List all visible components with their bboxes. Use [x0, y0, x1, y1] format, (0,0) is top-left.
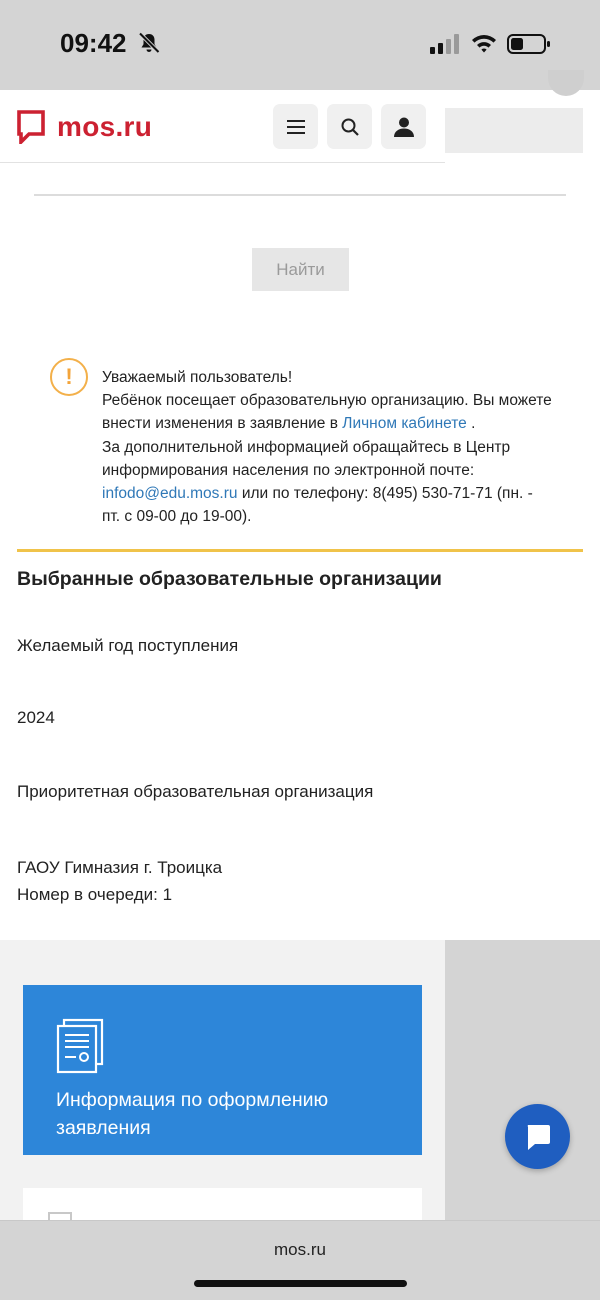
- chat-button[interactable]: [505, 1104, 570, 1169]
- site-logo[interactable]: [17, 110, 152, 144]
- notice-phone-text: или по телефону: 8(495) 530-71-71 (пн. - пт. с 09-00 до 19-00).: [102, 485, 533, 526]
- home-indicator[interactable]: [194, 1280, 407, 1287]
- notice-body-text: Ребёнок посещает образовательную организацию. Вы можете внести изменения в заявление в: [102, 392, 552, 433]
- chat-icon: [523, 1122, 553, 1152]
- battery-icon: [507, 33, 551, 55]
- search-icon: [340, 117, 360, 137]
- bell-slash-icon: [137, 31, 161, 55]
- notice-body: [102, 389, 552, 435]
- document-icon: [56, 1018, 106, 1074]
- notice-message: [102, 366, 552, 528]
- menu-button[interactable]: [273, 104, 318, 149]
- info-card-title: Информация по оформлению заявления: [56, 1089, 329, 1139]
- profile-button[interactable]: [381, 104, 426, 149]
- find-button[interactable]: Найти: [252, 248, 349, 291]
- browser-address-bar[interactable]: [0, 1220, 600, 1300]
- overlay-strip: [445, 940, 600, 1220]
- organization-name: ГАОУ Гимназия г. Троицка: [17, 858, 223, 877]
- url-text[interactable]: mos.ru: [274, 1240, 326, 1259]
- notice-greeting: Уважаемый пользователь!: [102, 369, 293, 386]
- signal-icon: [430, 34, 462, 54]
- warning-icon: !: [50, 358, 88, 396]
- notice-body-end: .: [466, 415, 476, 433]
- search-button[interactable]: [327, 104, 372, 149]
- year-value: 2024: [17, 708, 55, 727]
- notice-contact-text: За дополнительной информацией обращайтесь в Центр информирования населения по электронной почте:: [102, 438, 511, 479]
- wifi-icon: [470, 32, 498, 54]
- email-link[interactable]: infodo@edu.mos.ru: [102, 485, 238, 503]
- cabinet-link[interactable]: Личном кабинете: [342, 415, 467, 433]
- queue-number: Номер в очереди: 1: [17, 885, 173, 904]
- overlay-edge: [548, 70, 584, 96]
- priority-organization: [17, 854, 222, 908]
- menu-icon: [286, 119, 306, 135]
- notice-contact: [102, 436, 552, 529]
- user-icon: [393, 116, 415, 138]
- notice-divider: [17, 549, 583, 552]
- section-title: Выбранные образовательные организации: [17, 568, 442, 590]
- search-field-underline: [34, 194, 566, 196]
- status-time: 09:42: [60, 28, 127, 58]
- year-label: Желаемый год поступления: [17, 636, 239, 655]
- priority-label: Приоритетная образовательная организация: [17, 782, 374, 801]
- logo-mark-icon: [17, 110, 45, 144]
- logo-text: mos.ru: [57, 111, 153, 142]
- header-overlay-strip: [445, 108, 583, 153]
